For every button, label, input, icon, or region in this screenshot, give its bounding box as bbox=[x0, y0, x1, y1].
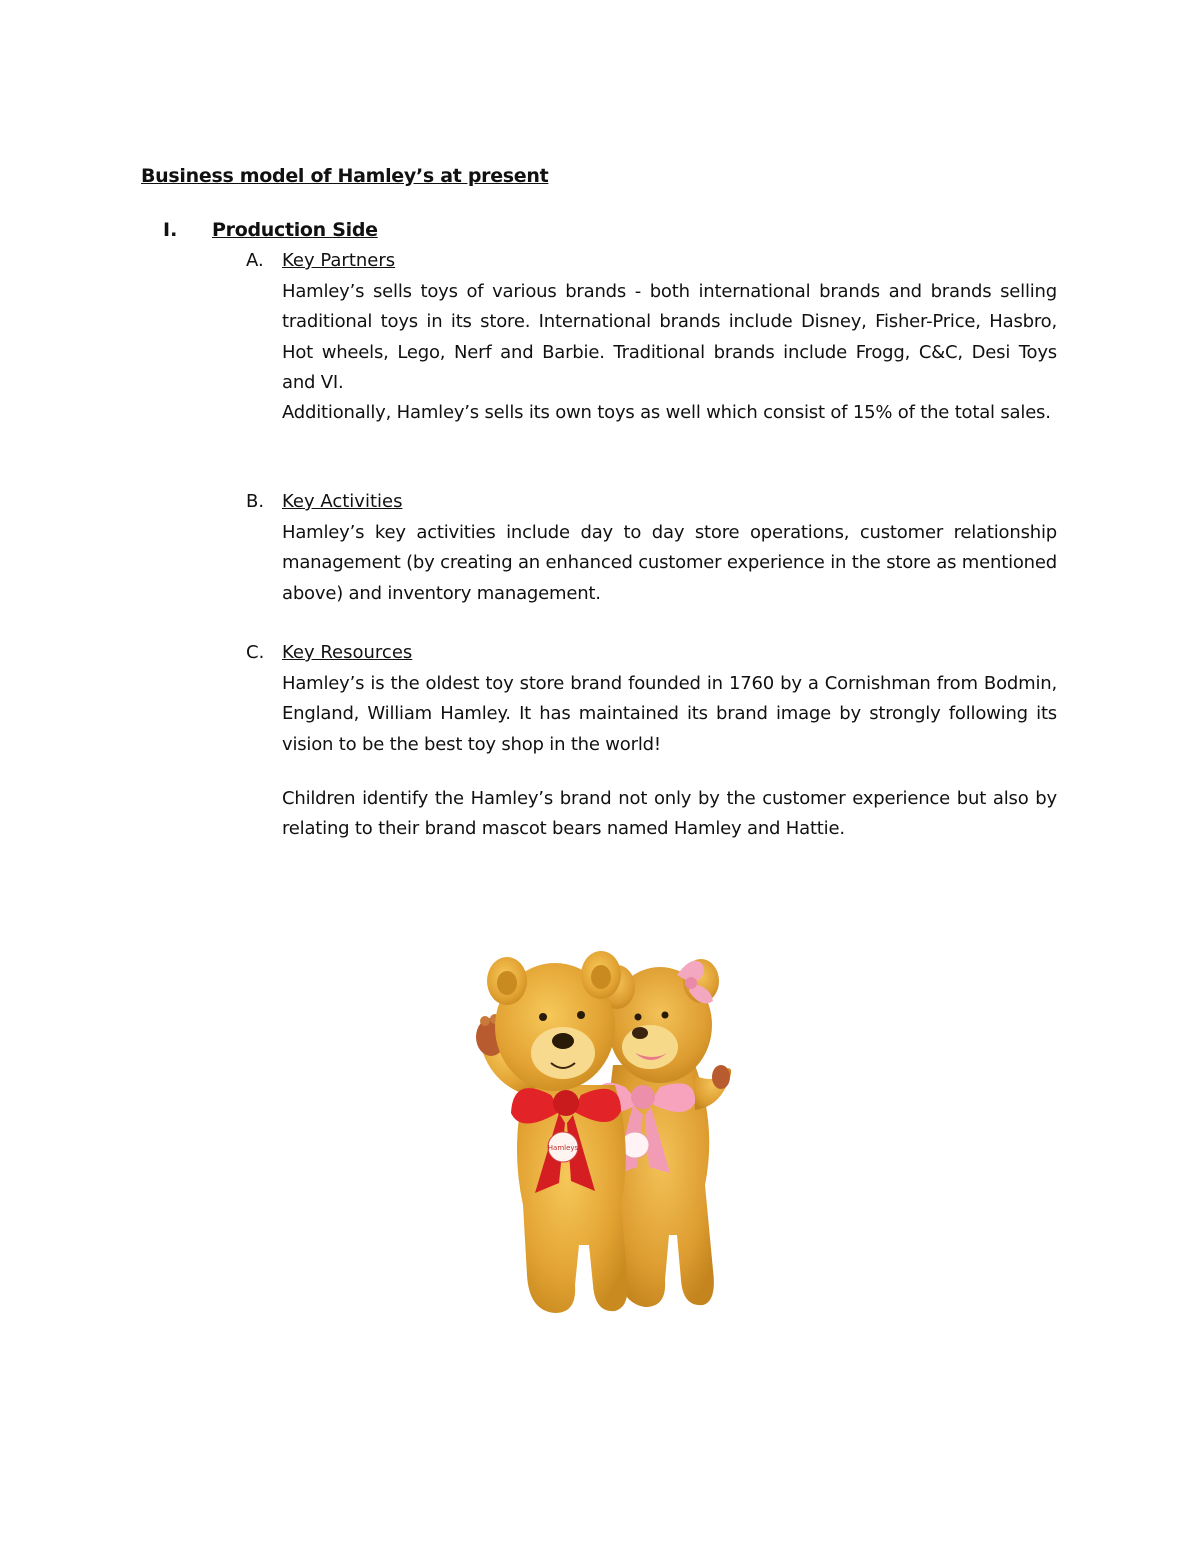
paragraph-key-activities: Hamley’s key activities include day to day store operations, customer relationship management (by creating an enhanced customer experience in the store as mentioned above) and inventory management. bbox=[282, 522, 1057, 604]
subsection-letter-a: A. bbox=[246, 250, 264, 271]
subsection-title-key-partners: Key Partners bbox=[282, 250, 396, 271]
badge-text: Hamleys bbox=[547, 1144, 579, 1152]
mascot-bears-icon bbox=[455, 935, 740, 1320]
paragraph-key-resources-2: Children identify the Hamley’s brand not only by the customer experience but also by relating to their brand mascot bears named Hamley and Hattie. bbox=[282, 788, 1057, 840]
page-title: Business model of Hamley’s at present bbox=[141, 165, 549, 187]
paragraph-key-resources-1: Hamley’s is the oldest toy store brand founded in 1760 by a Cornishman from Bodmin, England, William Hamley. It has maintained its brand image by strongly following its vision to be the best toy shop in the world! bbox=[282, 673, 1057, 755]
section-number: I. bbox=[163, 219, 178, 241]
subsection-letter-c: C. bbox=[246, 642, 265, 663]
paragraph-key-partners-2: Additionally, Hamley’s sells its own toys as well which consist of 15% of the total sales. bbox=[282, 402, 1051, 423]
paragraph-key-partners-1: Hamley’s sells toys of various brands - both international brands and brands selling traditional toys in its store. International brands include Disney, Fisher-Price, Hasbro, Hot wheels, Lego, Nerf and Barbie. Traditional brands include Frogg, C&C, Desi Toys and VI. bbox=[282, 281, 1057, 393]
subsection-title-key-activities: Key Activities bbox=[282, 491, 403, 512]
section-title: Production Side bbox=[212, 219, 378, 241]
subsection-title-key-resources: Key Resources bbox=[282, 642, 413, 663]
subsection-letter-b: B. bbox=[246, 491, 265, 512]
mascot-bears-image bbox=[455, 935, 740, 1320]
